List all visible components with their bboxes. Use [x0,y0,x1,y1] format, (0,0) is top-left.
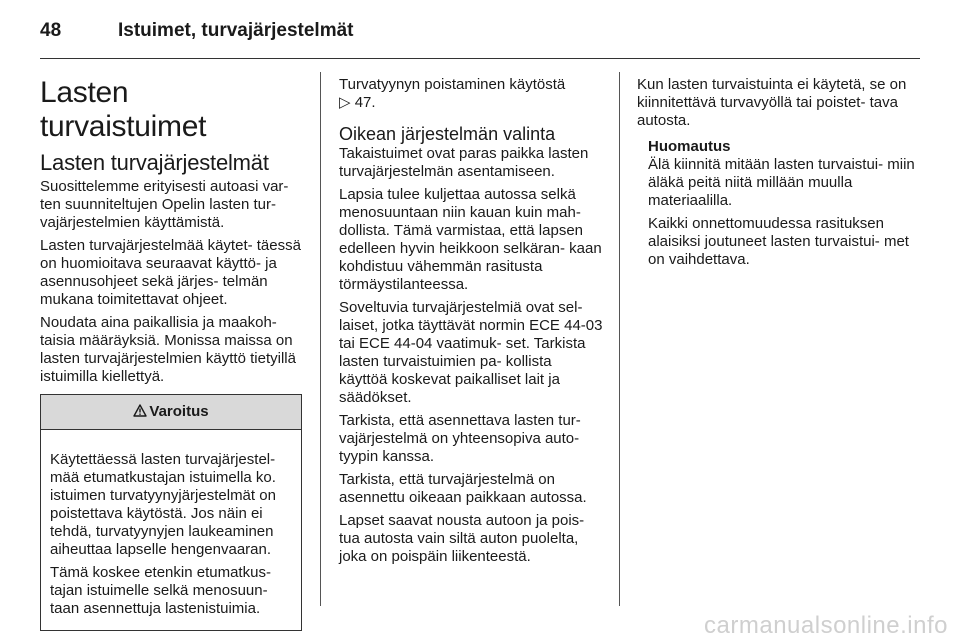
paragraph: Tarkista, että turvajärjestelmä on asennettu oikeaan paikkaan autossa. [339,471,587,506]
watermark: carmanualsonline.info [704,612,948,639]
page-ref-arrow-icon: ▷ [339,94,351,111]
paragraph: Soveltuvia turvajärjestelmiä ovat sel- laiset, jotka täyttävät normin ECE 44-03 tai ECE 44-04 vaatimuk- set. Tarkista lasten turvaistuimien pa- kollista käyttöä koskevat paikalliset lait ja säädökset. [339,299,603,406]
section-subheading: Lasten turvajärjestelmät [40,150,269,175]
paragraph: Lapsia tulee kuljettaa autossa selkä menosuuntaan niin kauan kuin mah- dollista. Tämä varmistaa, että lapsen edelleen hyvin heikkoon selkäran- kaan kohdistuu vähemmän rasitusta törmäystilanteessa. [339,186,602,293]
note-paragraph: Älä kiinnitä mitään lasten turvaistui- miin äläkä peitä niitä millään muulla materiaalilla. [648,156,915,209]
column-2 [339,76,603,571]
warning-title: Varoitus [149,403,209,420]
page-header [40,20,920,46]
cross-reference [339,76,603,112]
paragraph: Suosittelemme erityisesti autoasi var- ten suunniteltujen Opelin lasten tur- vajärjestelmien käyttämistä. [40,178,289,231]
column-1 [40,76,302,631]
section-heading-main: Lasten turvaistuimet [40,76,207,143]
warning-header [41,395,301,430]
warning-triangle-icon [133,404,147,417]
header-rule [40,58,920,59]
section-heading: Oikean järjestelmän valinta [339,124,556,144]
paragraph: Kun lasten turvaistuinta ei käytetä, se on kiinnitettävä turvavyöllä tai poistet- tava autosta. [637,76,907,129]
note-paragraph: Kaikki onnettomuudessa rasituksen alaisiksi joutuneet lasten turvaistui- met on vaihdettava. [648,215,909,268]
column-divider-1 [320,72,321,606]
chapter-title: Istuimet, turvajärjestelmät [118,20,354,41]
cross-reference-page: 47. [354,94,376,111]
warning-body [41,430,301,630]
page-number: 48 [40,20,62,41]
column-3 [637,76,920,274]
note-title: Huomautus [648,138,731,155]
paragraph: Noudata aina paikallisia ja maakoh- taisia määräyksiä. Monissa maissa on lasten turvajärjestelmien käyttö tietyillä istuimilla kiellettyä. [40,314,296,385]
note-block [648,138,920,269]
warning-paragraph: Tämä koskee etenkin etumatkus- tajan istuimelle selkä menosuun- taan asennettuja lastenistuimia. [50,564,271,617]
warning-paragraph: Käytettäessä lasten turvajärjestel- mää etumatkustajan istuimella ko. istuimen turvatyynyjärjestelmät on poistettava käytöstä. Jos näin ei tehdä, turvatyynyjen laukeaminen aiheuttaa lapselle hengenvaaran. [50,451,276,558]
cross-reference-text: Turvatyynyn poistaminen käytöstä [339,76,566,93]
paragraph: Lasten turvajärjestelmää käytet- täessä on huomioitava seuraavat käyttö- ja asennusohjeet sekä järjes- telmän mukana toimitettavat ohjeet. [40,237,301,308]
paragraph: Tarkista, että asennettava lasten tur- vajärjestelmä on yhteensopiva auto- tyypin kanssa. [339,412,581,465]
column-divider-2 [619,72,620,606]
paragraph: Takaistuimet ovat paras paikka lasten turvajärjestelmän asentamiseen. [339,145,589,180]
warning-box [40,394,302,631]
paragraph: Lapset saavat nousta autoon ja pois- tua autosta vain siltä auton puolelta, joka on poispäin liikenteestä. [339,512,585,565]
